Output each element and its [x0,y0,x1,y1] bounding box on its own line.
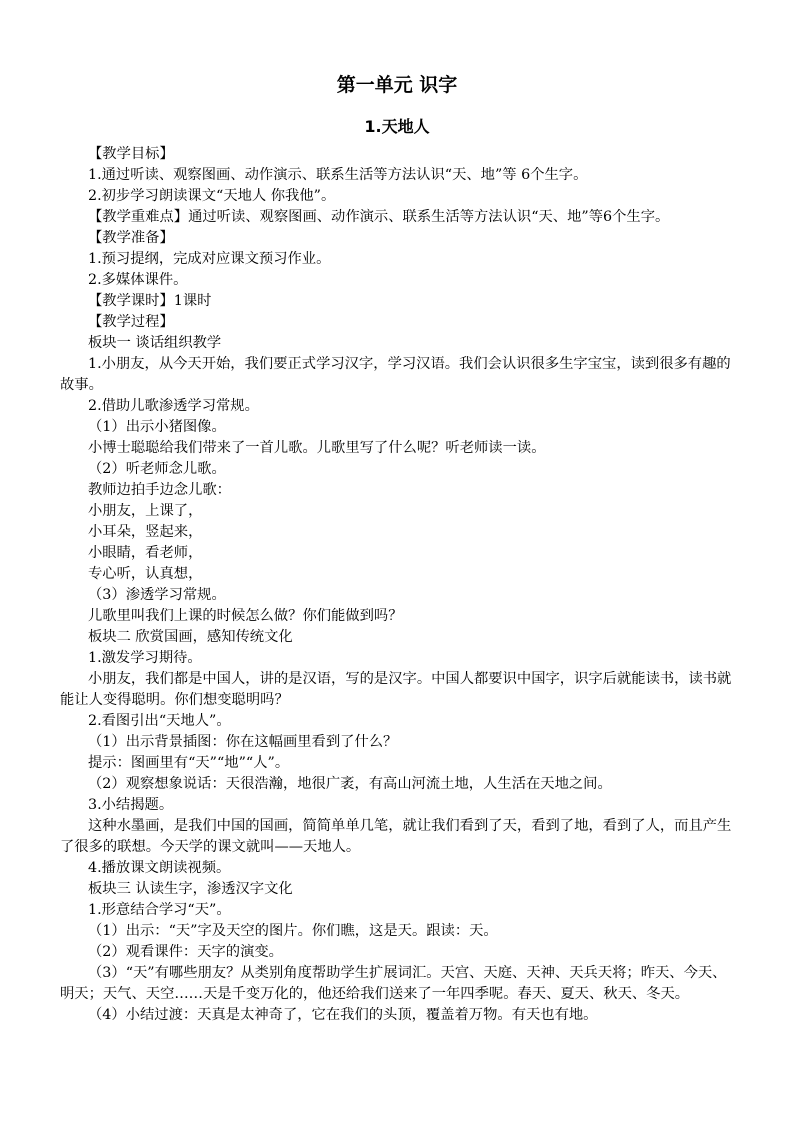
paragraph: 小朋友，我们都是中国人，讲的是汉语，写的是汉字。中国人都要识中国字，识字后就能读书，读书就能让人变得聪明。你们想变聪明吗？ [60,671,732,708]
paragraph: （1）出示背景插图：你在这幅画里看到了什么？ [88,734,398,750]
paragraph: 2.多媒体课件。 [88,272,188,288]
paragraph: 儿歌里叫我们上课的时候怎么做？你们能做到吗？ [88,608,403,624]
lesson-title: 1.天地人 [364,117,430,136]
paragraph: 专心听，认真想， [88,566,203,582]
paragraph: （2）观察想象说话：天很浩瀚，地很广袤，有高山河流土地，人生活在天地之间。 [88,776,612,792]
paragraph: 小博士聪聪给我们带来了一首儿歌。儿歌里写了什么呢？听老师读一读。 [88,440,546,456]
paragraph: 2.初步学习朗读课文“天地人 你我他”。 [88,188,336,204]
paragraph: 【教学重难点】通过听读、观察图画、动作演示、联系生活等方法认识“天、地”等6个生字。 [88,209,670,225]
paragraph: 小眼睛，看老师， [88,545,203,561]
paragraph: 教师边拍手边念儿歌： [88,482,231,498]
paragraph: （1）出示：“天”字及天空的图片。你们瞧，这是天。跟读：天。 [88,923,498,939]
unit-title: 第一单元 识字 [336,74,458,96]
paragraph: （3）渗透学习常规。 [88,587,226,603]
paragraph: 【教学过程】 [88,314,174,330]
paragraph: 3.小结揭题。 [88,797,174,813]
paragraph: （4）小结过渡：天真是太神奇了，它在我们的头顶，覆盖着万物。有天也有地。 [88,1007,598,1023]
paragraph: （2）观看课件：天字的演变。 [88,944,283,960]
paragraph: 这种水墨画，是我们中国的国画，简简单单几笔，就让我们看到了天，看到了地，看到了人，而且产生了很多的联想。今天学的课文就叫——天地人。 [60,818,732,855]
paragraph: 4.播放课文朗读视频。 [88,860,231,876]
paragraph: 1.小朋友，从今天开始，我们要正式学习汉字，学习汉语。我们会认识很多生字宝宝，读到很多有趣的故事。 [60,356,731,393]
paragraph: 2.看图引出“天地人”。 [88,713,231,729]
paragraph: 板块三 认读生字，渗透汉字文化 [88,881,293,897]
paragraph: 板块二 欣赏国画，感知传统文化 [88,629,293,645]
lesson-body [60,144,736,1026]
paragraph: 小耳朵，竖起来， [88,524,203,540]
paragraph: 1.激发学习期待。 [88,650,202,666]
paragraph: 2.借助儿歌渗透学习常规。 [88,398,259,414]
paragraph: （2）听老师念儿歌。 [88,461,226,477]
paragraph: 【教学目标】 [88,146,174,162]
paragraph: （1）出示小猪图像。 [88,419,226,435]
paragraph: 【教学准备】 [88,230,174,246]
paragraph: （3）“天”有哪些朋友？从类别角度帮助学生扩展词汇。天宫、天庭、天神、天兵天将；昨天、今天、明天；天气、天空……天是千变万化的，他还给我们送来了一年四季呢。春天、夏天、秋天、冬天。 [60,965,727,1002]
paragraph: 板块一 谈话组织教学 [88,335,222,351]
paragraph: 小朋友，上课了， [88,503,203,519]
paragraph: 【教学课时】1课时 [88,293,212,309]
paragraph: 1.形意结合学习“天”。 [88,902,231,918]
paragraph: 1.通过听读、观察图画、动作演示、联系生活等方法认识“天、地”等 6个生字。 [88,167,588,183]
paragraph: 提示：图画里有“天”“地”“人”。 [88,755,290,771]
paragraph: 1.预习提纲，完成对应课文预习作业。 [88,251,331,267]
